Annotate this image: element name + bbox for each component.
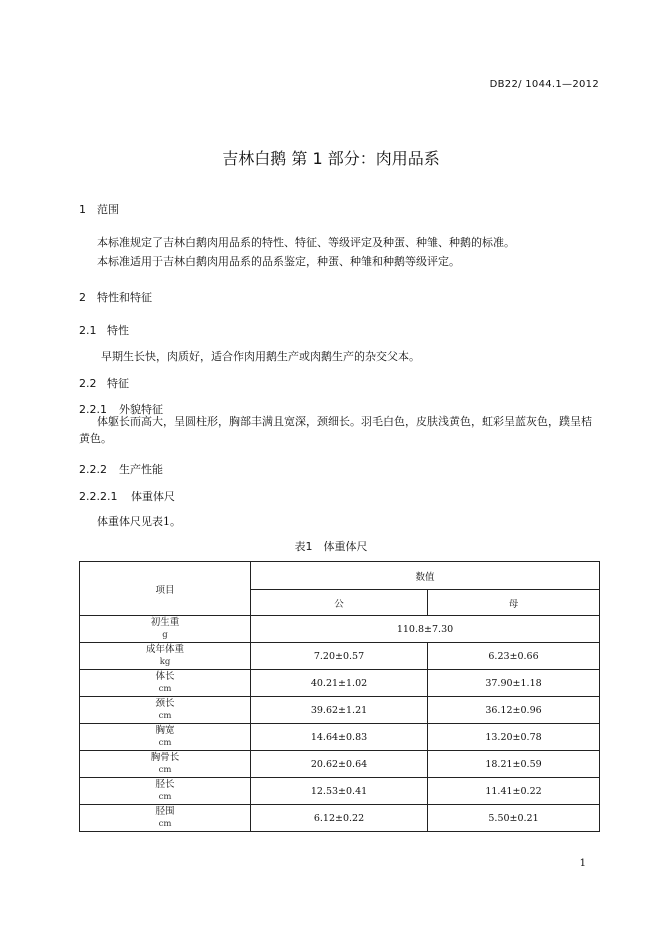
row-value-female: 5.50±0.21 xyxy=(428,805,600,832)
paragraph: 本标准规定了吉林白鹅肉用品系的特性、特征、等级评定及种蛋、种雏、种鹅的标准。 xyxy=(97,236,515,249)
table-row xyxy=(80,805,600,832)
row-unit: kg xyxy=(159,657,171,667)
row-label xyxy=(80,778,251,805)
section-title: 范围 xyxy=(97,203,119,216)
table-row xyxy=(80,697,600,724)
header-item: 项目 xyxy=(80,562,251,616)
section-number: 2.2.2.1 xyxy=(79,490,118,503)
row-value-female: 6.23±0.66 xyxy=(428,643,600,670)
header-male: 公 xyxy=(251,590,428,616)
row-value-male: 40.21±1.02 xyxy=(251,670,428,697)
row-unit: cm xyxy=(158,711,172,721)
row-label-text: 胸宽 xyxy=(155,725,175,736)
section-number: 2.2.2 xyxy=(79,463,107,476)
row-value-male: 20.62±0.64 xyxy=(251,751,428,778)
table-caption: 表1 体重体尺 xyxy=(294,540,368,553)
row-unit: cm xyxy=(158,792,172,802)
body-measurement-table xyxy=(79,561,600,832)
table-row xyxy=(80,778,600,805)
row-label-text: 胫围 xyxy=(155,806,175,817)
document-title: 吉林白鹅 第 1 部分：肉用品系 xyxy=(222,149,440,168)
row-unit: cm xyxy=(158,738,172,748)
section-2-2-2-heading xyxy=(79,461,163,477)
row-unit: g xyxy=(162,630,168,640)
section-2-heading xyxy=(79,289,152,305)
row-label xyxy=(80,805,251,832)
row-label-text: 初生重 xyxy=(150,617,180,628)
section-1-heading xyxy=(79,201,119,217)
row-value-male: 7.20±0.57 xyxy=(251,643,428,670)
row-value-female: 18.21±0.59 xyxy=(428,751,600,778)
row-value-combined: 110.8±7.30 xyxy=(251,616,600,643)
row-value-female: 13.20±0.78 xyxy=(428,724,600,751)
header-female: 母 xyxy=(428,590,600,616)
paragraph: 体躯长而高大，呈圆柱形，胸部丰满且宽深，颈细长。羽毛白色，皮肤浅黄色，虹彩呈蓝灰色，蹼呈桔黄色。 xyxy=(79,415,592,445)
section-number: 2.1 xyxy=(79,324,97,337)
paragraph: 体重体尺见表1。 xyxy=(97,515,181,528)
table-row xyxy=(80,616,600,643)
section-2-2-heading xyxy=(79,375,129,391)
section-number: 2.2 xyxy=(79,377,97,390)
row-label-text: 颈长 xyxy=(155,698,175,709)
row-label xyxy=(80,751,251,778)
row-label xyxy=(80,724,251,751)
section-title: 特性 xyxy=(107,324,129,337)
section-2-1-heading xyxy=(79,322,129,338)
row-label xyxy=(80,670,251,697)
row-label-text: 体长 xyxy=(155,671,175,682)
section-title: 体重体尺 xyxy=(131,490,175,503)
row-label xyxy=(80,643,251,670)
row-label xyxy=(80,697,251,724)
section-number: 1 xyxy=(79,203,86,216)
paragraph: 早期生长快，肉质好，适合作肉用鹅生产或肉鹅生产的杂交父本。 xyxy=(101,350,420,363)
table-row xyxy=(80,643,600,670)
paragraph: 本标准适用于吉林白鹅肉用品系的品系鉴定，种蛋、种雏和种鹅等级评定。 xyxy=(97,255,460,268)
row-label-text: 成年体重 xyxy=(145,644,184,655)
row-value-male: 12.53±0.41 xyxy=(251,778,428,805)
table-row xyxy=(80,751,600,778)
row-label-text: 胸骨长 xyxy=(150,752,180,763)
row-value-female: 11.41±0.22 xyxy=(428,778,600,805)
header-value: 数值 xyxy=(251,562,600,590)
table-row xyxy=(80,670,600,697)
document-code: DB22/ 1044.1—2012 xyxy=(489,79,599,90)
row-value-male: 14.64±0.83 xyxy=(251,724,428,751)
row-value-female: 36.12±0.96 xyxy=(428,697,600,724)
row-value-male: 6.12±0.22 xyxy=(251,805,428,832)
row-label-text: 胫长 xyxy=(155,779,175,790)
table-row xyxy=(80,724,600,751)
page-number: 1 xyxy=(579,858,586,869)
row-unit: cm xyxy=(158,684,172,694)
section-title: 外貌特征 xyxy=(119,403,163,416)
section-number: 2.2.1 xyxy=(79,403,107,416)
row-unit: cm xyxy=(158,819,172,829)
section-title: 生产性能 xyxy=(119,463,163,476)
row-value-female: 37.90±1.18 xyxy=(428,670,600,697)
section-title: 特征 xyxy=(107,377,129,390)
row-value-male: 39.62±1.21 xyxy=(251,697,428,724)
row-unit: cm xyxy=(158,765,172,775)
section-number: 2 xyxy=(79,291,86,304)
section-title: 特性和特征 xyxy=(97,291,152,304)
row-label xyxy=(80,616,251,643)
section-2-2-2-1-heading xyxy=(79,488,175,504)
